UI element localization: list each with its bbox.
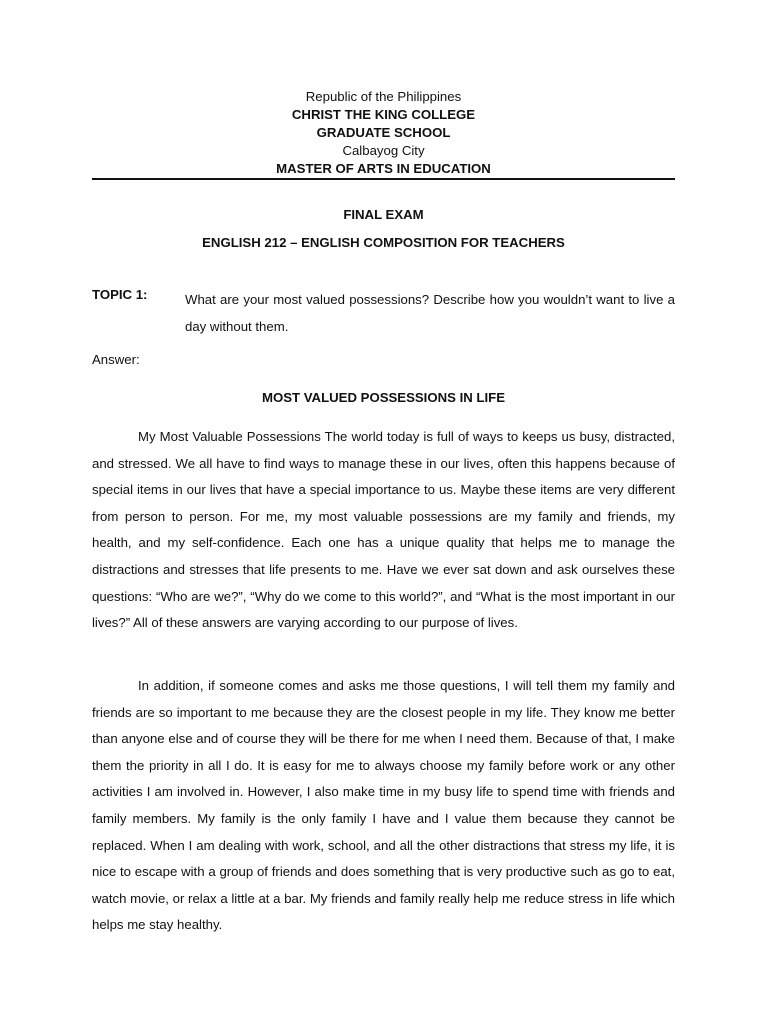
topic-label: TOPIC 1: [92,287,148,302]
school-name: GRADUATE SCHOOL [316,125,451,140]
exam-title: FINAL EXAM [343,207,424,222]
essay-title: MOST VALUED POSSESSIONS IN LIFE [261,390,506,405]
essay-paragraph: My Most Valuable Possessions The world today is full of ways to keeps us busy, distracted, and stressed. We all have to find ways to manage these in our lives, often this happens because of special items in our lives that have a special importance to us. Maybe these items are very different from person to person. For me, my most valuable possessions are my family and friends, my health, and my self-confidence. Each one has a unique quality that helps me to manage the distractions and stresses that life presents to me. Have we ever sat down and ask ourselves these questions: “Who are we?”, “Why do we come to this world?”, and “What is the most important in our lives?” All of these answers are varying according to our purpose of lives. [92,429,675,631]
city-line: Calbayog City [342,143,425,158]
course-title: ENGLISH 212 – ENGLISH COMPOSITION FOR TEACHERS [202,235,565,250]
document-header [92,88,675,178]
answer-label: Answer: [92,352,140,367]
essay-paragraph: In addition, if someone comes and asks me those questions, I will tell them my family and friends are so important to me because they are the closest people in my life. They know me better than anyone else and of course they will be there for me when I need them. Because of that, I make them the priority in all I do. It is easy for me to always choose my family before work or any other activities I am involved in. However, I also make time in my busy life to spend time with friends and family members. My family is the only family I have and I value them because they cannot be replaced. When I am dealing with work, school, and all the other distractions that stress my life, it is nice to escape with a group of friends and does something that is very productive such as go to eat, watch movie, or relax a little at a bar. My friends and family really help me reduce stress in life which helps me stay healthy. [92,678,675,933]
country-line: Republic of the Philippines [305,89,462,104]
header-divider [92,178,675,180]
program-name: MASTER OF ARTS IN EDUCATION [276,161,491,176]
college-name: CHRIST THE KING COLLEGE [291,107,476,122]
topic-question: What are your most valued possessions? Describe how you wouldn’t want to live a day without them. [185,292,675,334]
